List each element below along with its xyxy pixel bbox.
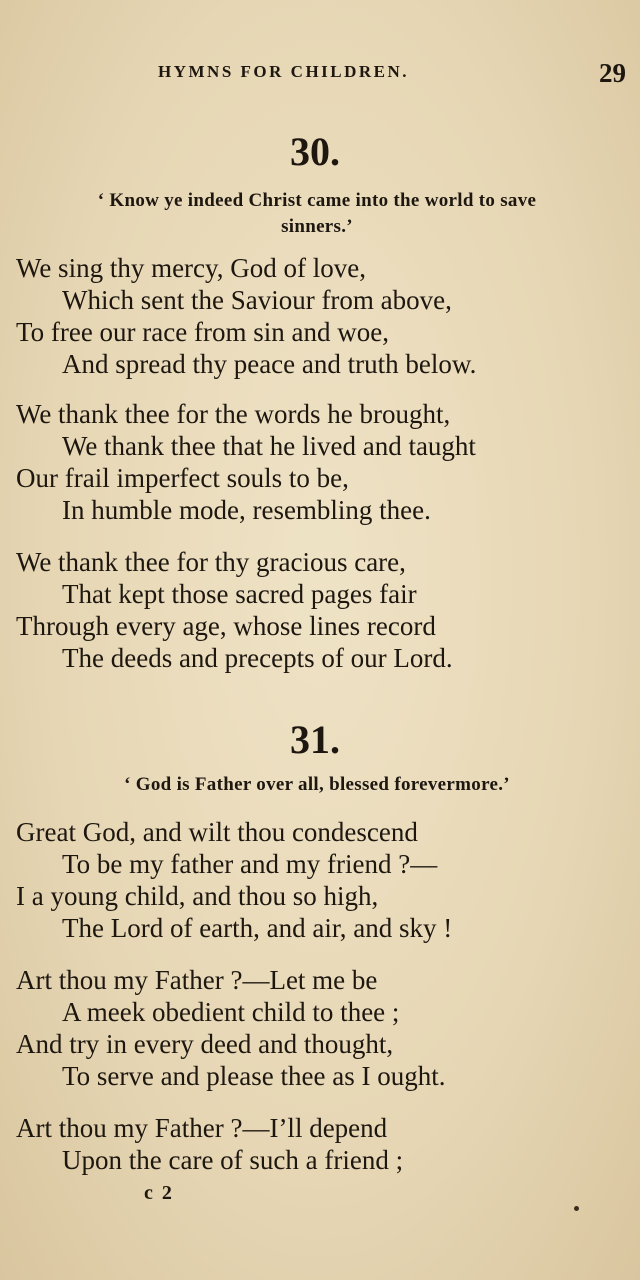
- stanza: [16, 816, 631, 944]
- verse-line: Through every age, whose lines record: [16, 611, 436, 641]
- stanza: [16, 1112, 631, 1176]
- ink-speck: [574, 1206, 579, 1211]
- verse-line: The Lord of earth, and air, and sky !: [62, 913, 453, 943]
- signature-mark: c 2: [144, 1182, 174, 1204]
- hymn-epigraph: [14, 772, 620, 798]
- stanza: [16, 398, 631, 526]
- epigraph-line: ‘ God is Father over all, blessed forevermore.’: [124, 774, 510, 795]
- verse-line: I a young child, and thou so high,: [16, 881, 379, 911]
- verse-line: Our frail imperfect souls to be,: [16, 463, 349, 493]
- verse-line: Art thou my Father ?—Let me be: [16, 965, 378, 995]
- epigraph-line: sinners.’: [281, 216, 353, 237]
- verse-line: Which sent the Saviour from above,: [62, 285, 452, 315]
- verse-line: Upon the care of such a friend ;: [62, 1145, 404, 1175]
- hymn-number: 31.: [290, 717, 340, 762]
- verse-line: That kept those sacred pages fair: [62, 579, 417, 609]
- verse-line: To free our race from sin and woe,: [16, 317, 389, 347]
- verse-line: Great God, and wilt thou condescend: [16, 817, 418, 847]
- stanza: [16, 964, 631, 1092]
- verse-line: We thank thee for the words he brought,: [16, 399, 451, 429]
- verse-line: And spread thy peace and truth below.: [62, 349, 477, 379]
- verse-line: The deeds and precepts of our Lord.: [62, 643, 453, 673]
- verse-line: To serve and please thee as I ought.: [62, 1061, 446, 1091]
- verse-line: A meek obedient child to thee ;: [62, 997, 400, 1027]
- stanza: [16, 252, 631, 380]
- hymn-epigraph: [14, 188, 620, 240]
- verse-line: And try in every deed and thought,: [16, 1029, 394, 1059]
- stanza: [16, 546, 631, 674]
- hymn-number: 30.: [290, 129, 340, 174]
- epigraph-line: ‘ Know ye indeed Christ came into the world to save: [97, 190, 537, 211]
- running-title: HYMNS FOR CHILDREN.: [158, 62, 410, 81]
- verse-line: We thank thee that he lived and taught: [62, 431, 476, 461]
- verse-line: Art thou my Father ?—I’ll depend: [16, 1113, 388, 1143]
- running-head: [0, 58, 640, 92]
- verse-line: To be my father and my friend ?—: [62, 849, 438, 879]
- verse-line: In humble mode, resembling thee.: [62, 495, 431, 525]
- verse-line: We sing thy mercy, God of love,: [16, 253, 366, 283]
- verse-line: We thank thee for thy gracious care,: [16, 547, 406, 577]
- page-number: 29: [599, 58, 626, 88]
